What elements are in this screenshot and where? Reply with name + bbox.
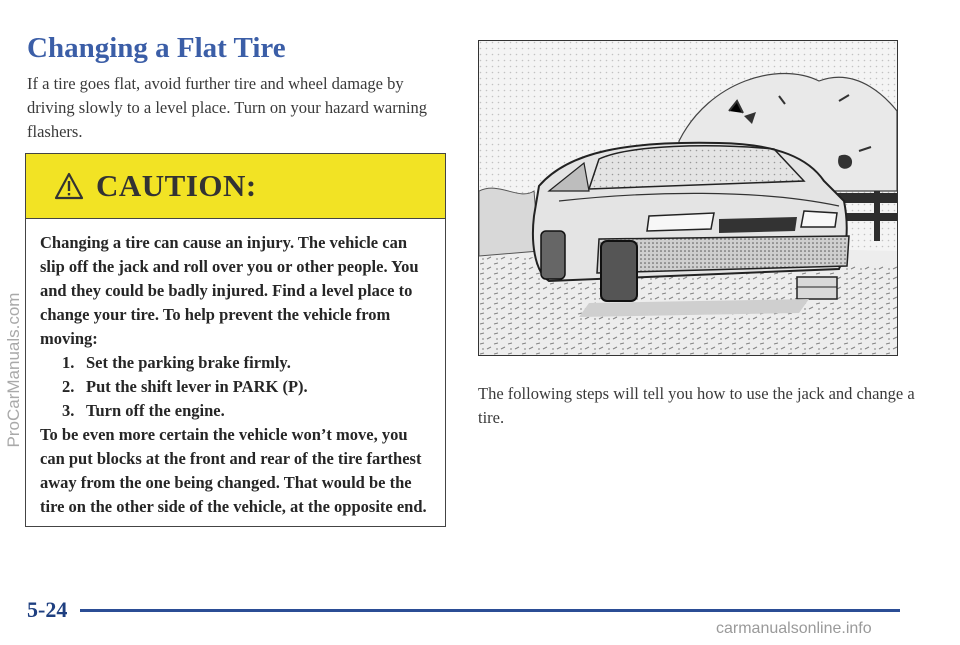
caution-body <box>26 219 445 519</box>
page-number: 5-24 <box>27 597 68 622</box>
caution-step: 3. Turn off the engine. <box>62 401 225 420</box>
caution-paragraph-2: To be even more certain the vehicle won’t move, you can put blocks at the front and rear of the tire farthest away from the one being changed. That would be the tire on the other side of the vehicle, at the opposite end. <box>40 425 427 516</box>
intro-paragraph: If a tire goes flat, avoid further tire and wheel damage by driving slowly to a level place. Turn on your hazard warning flashers. <box>27 74 428 141</box>
side-watermark <box>4 220 24 520</box>
side-watermark-text: ProCarManuals.com <box>4 292 23 448</box>
bottom-watermark: carmanualsonline.info <box>716 620 872 637</box>
page-title: Changing a Flat Tire <box>27 32 286 64</box>
car-on-roadside-illustration <box>478 40 898 356</box>
caution-header <box>26 154 445 219</box>
caution-steps <box>40 351 433 423</box>
caution-paragraph-1: Changing a tire can cause an injury. The vehicle can slip off the jack and roll over you or other people. You and they could be badly injured. Find a level place to change your tire. To help prevent the vehicle from moving: <box>40 233 419 348</box>
caution-step: 1. Set the parking brake firmly. <box>62 353 291 372</box>
car-illustration-svg <box>479 41 897 355</box>
caution-label: CAUTION: <box>96 168 257 203</box>
caution-box <box>25 153 446 527</box>
warning-triangle-icon <box>54 172 84 200</box>
figure-caption: The following steps will tell you how to use the jack and change a tire. <box>478 384 915 427</box>
footer-rule <box>80 609 900 612</box>
caution-step: 2. Put the shift lever in PARK (P). <box>62 377 308 396</box>
